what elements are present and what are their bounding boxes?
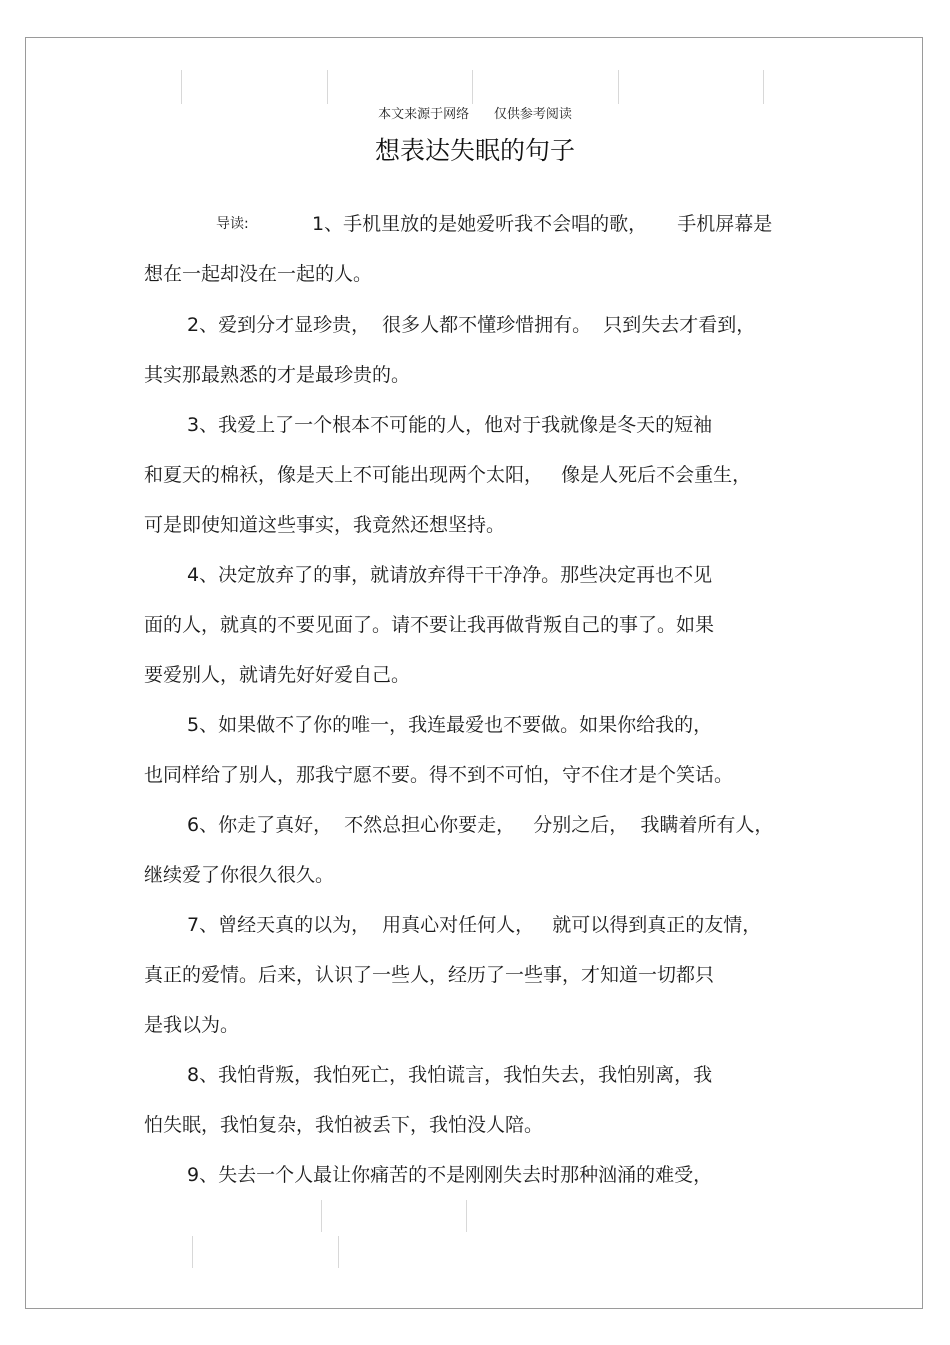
top-tick (618, 70, 619, 104)
bottom-tick (192, 1236, 193, 1268)
paragraph-line: 2、爱到分才显珍贵， 很多人都不懂珍惜拥有。 只到失去才看到， (187, 314, 756, 336)
paragraph-line: 4、决定放弃了的事，就请放弃得干干净净。那些决定再也不见 (187, 564, 713, 586)
top-tick (472, 70, 473, 104)
paragraph-line: 继续爱了你很久很久。 (144, 864, 335, 886)
paragraph-line: 面的人，就真的不要见面了。请不要让我再做背叛自己的事了。如果 (144, 614, 715, 636)
paragraph-line: 其实那最熟悉的才是最珍贵的。 (144, 364, 411, 386)
document-title: 想表达失眠的句子 (374, 136, 575, 165)
paragraph-line: 也同样给了别人，那我宁愿不要。得不到不可怕，守不住才是个笑话。 (144, 764, 734, 786)
top-tick (763, 70, 764, 104)
top-tick (327, 70, 328, 104)
paragraph-line: 真正的爱情。后来，认识了一些人，经历了一些事，才知道一切都只 (144, 964, 715, 986)
bottom-tick (321, 1200, 322, 1232)
paragraph-line: 9、失去一个人最让你痛苦的不是刚刚失去时那种汹涌的难受， (187, 1164, 713, 1186)
intro-line: 1、手机里放的是她爱听我不会唱的歌， 手机屏幕是 (312, 213, 773, 235)
paragraph-line: 是我以为。 (144, 1014, 240, 1036)
intro-line: 想在一起却没在一起的人。 (144, 263, 373, 285)
paragraph-line: 要爱别人，就请先好好爱自己。 (144, 664, 411, 686)
paragraph-line: 6、你走了真好， 不然总担心你要走， 分别之后， 我瞒着所有人， (187, 814, 774, 836)
top-tick (181, 70, 182, 104)
paragraph-line: 怕失眠，我怕复杂，我怕被丢下，我怕没人陪。 (144, 1114, 544, 1136)
paragraph-line: 3、我爱上了一个根本不可能的人，他对于我就像是冬天的短袖 (187, 414, 713, 436)
bottom-tick (466, 1200, 467, 1232)
bottom-tick (338, 1236, 339, 1268)
paragraph-line: 和夏天的棉袄，像是天上不可能出现两个太阳， 像是人死后不会重生， (144, 464, 752, 486)
paragraph-line: 可是即使知道这些事实，我竟然还想坚持。 (144, 514, 506, 536)
source-note: 本文来源于网络 仅供参考阅读 (378, 107, 572, 122)
paragraph-line: 8、我怕背叛，我怕死亡，我怕谎言，我怕失去，我怕别离，我 (187, 1064, 713, 1086)
paragraph-line: 7、曾经天真的以为， 用真心对任何人， 就可以得到真正的友情， (187, 914, 762, 936)
intro-label: 导读: (216, 216, 249, 232)
paragraph-line: 5、如果做不了你的唯一，我连最爱也不要做。如果你给我的， (187, 714, 713, 736)
